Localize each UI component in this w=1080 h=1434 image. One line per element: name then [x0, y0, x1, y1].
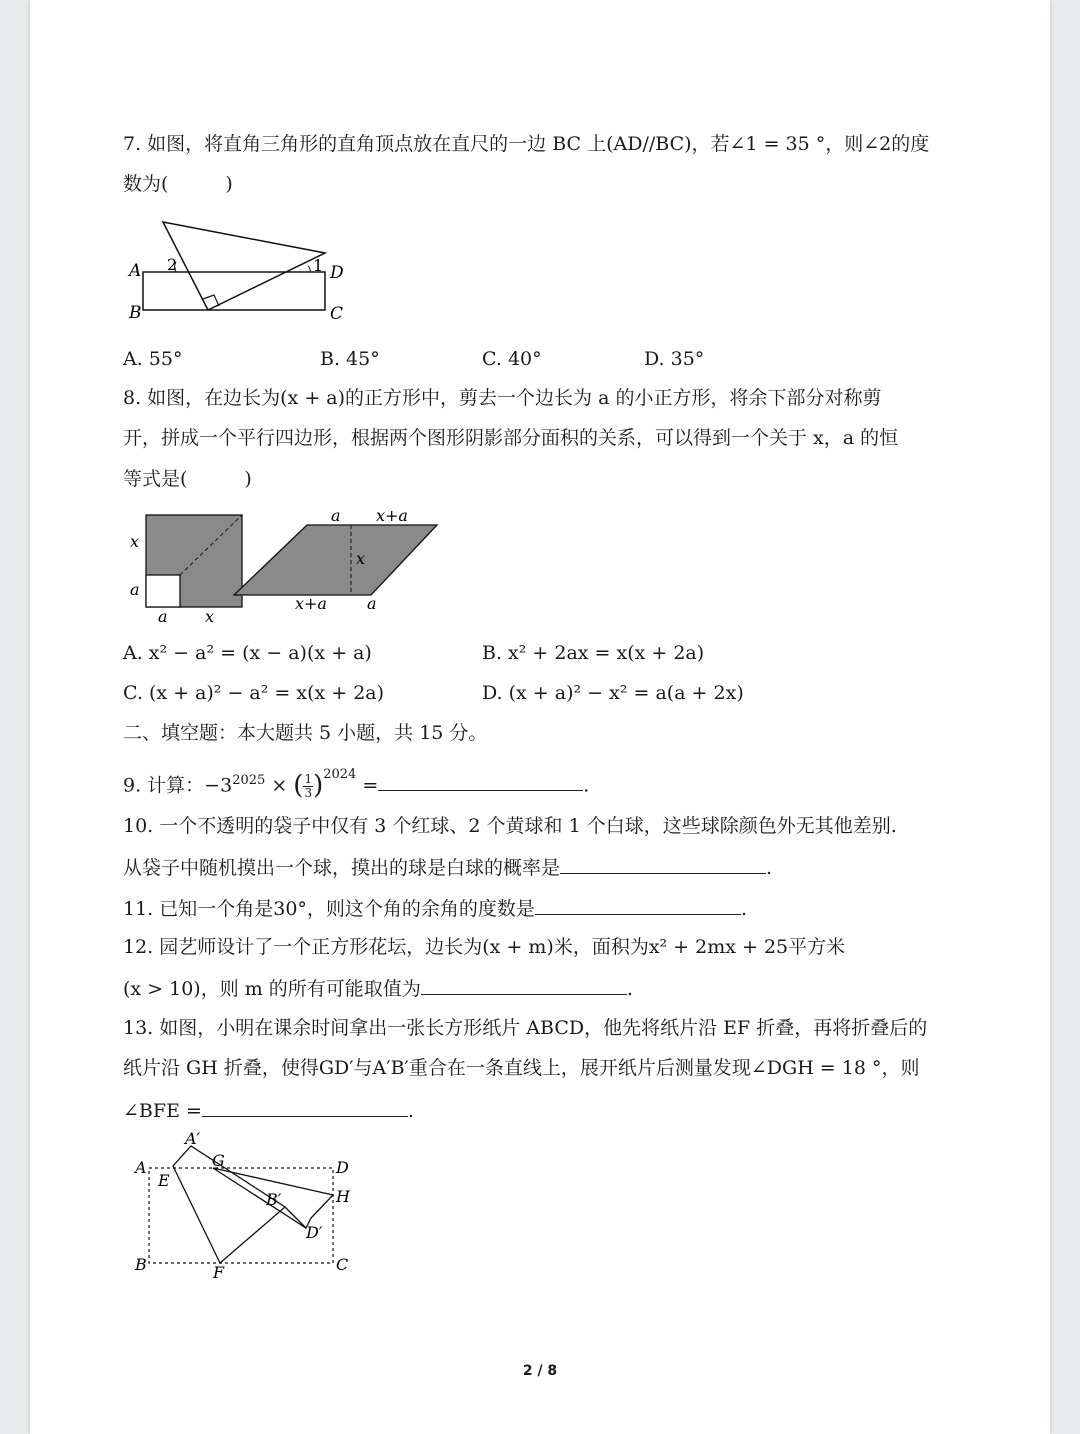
q8-option-a: A. x² − a² = (x − a)(x + a) — [123, 642, 372, 664]
q9-paren-right: ) — [313, 770, 324, 801]
q12-stem-line1: 12. 园艺师设计了一个正方形花坛，边长为(x + m)米，面积为x² + 2mx + 25平方米 — [123, 936, 846, 958]
q8-figure — [125, 500, 455, 630]
q9-line — [123, 768, 589, 802]
label-D: D — [330, 263, 344, 283]
q7-figure — [120, 215, 360, 330]
q10-stem-line2 — [123, 853, 772, 881]
q9-end: . — [583, 774, 590, 797]
label-B: B — [135, 1255, 147, 1274]
q8-option-d: D. (x + a)² − x² = a(a + 2x) — [482, 682, 744, 704]
label-C: C — [336, 1255, 349, 1274]
q7-option-d: D. 35° — [644, 348, 705, 370]
q9-answer-blank[interactable] — [378, 770, 583, 791]
q9-prefix: 9. 计算：−3 — [123, 774, 233, 797]
q7-stem-line2: 数为( ) — [123, 173, 233, 195]
small-square-cut — [146, 575, 180, 607]
label-A: A — [129, 261, 142, 281]
parallelogram — [234, 525, 437, 595]
angle1-arc — [308, 266, 310, 272]
label-x-left: x — [130, 532, 140, 551]
q8-option-c: C. (x + a)² − a² = x(x + 2a) — [123, 682, 385, 704]
q9-fraction — [303, 773, 313, 800]
label-angle2: 2 — [167, 255, 178, 274]
section-heading: 二、填空题：本大题共 5 小题，共 15 分。 — [123, 722, 488, 744]
label-A: A — [135, 1158, 147, 1177]
label-a-bottom: a — [158, 607, 168, 626]
q9-exp1: 2025 — [232, 773, 266, 788]
fold-edge — [285, 1207, 306, 1228]
q8-option-b: B. x² + 2ax = x(x + 2a) — [482, 642, 705, 664]
q11-line — [123, 894, 747, 922]
q9-denominator: 3 — [304, 785, 313, 800]
q12-answer-blank[interactable] — [421, 974, 627, 995]
label-a-left: a — [130, 580, 140, 599]
right-triangle — [163, 222, 325, 310]
q11-end: . — [740, 898, 747, 920]
label-D: D — [336, 1158, 349, 1177]
q12-end: . — [626, 978, 633, 1000]
label-B: B — [129, 303, 142, 323]
q13-line3-text: ∠BFE = — [123, 1100, 202, 1122]
q13-figure — [128, 1128, 358, 1278]
document-page — [30, 0, 1050, 1434]
q13-answer-blank[interactable] — [202, 1096, 408, 1117]
q9-exp2: 2024 — [323, 767, 357, 782]
q13-stem-line1: 13. 如图，小明在课余时间拿出一张长方形纸片 ABCD，他先将纸片沿 EF 折叠，再将折叠后的 — [123, 1017, 928, 1039]
q9-paren-left: ( — [293, 770, 304, 801]
ruler-rect — [143, 272, 325, 310]
q10-stem-line1: 10. 一个不透明的袋子中仅有 3 个红球、2 个黄球和 1 个白球，这些球除颜色外无其他差别. — [123, 815, 897, 837]
label-D-prime: D′ — [306, 1223, 323, 1242]
label-x-height: x — [356, 549, 366, 568]
label-C: C — [330, 304, 344, 324]
q11-answer-blank[interactable] — [535, 894, 741, 915]
label-H: H — [336, 1187, 350, 1206]
q13-stem-line3 — [123, 1096, 414, 1124]
label-x-bottom: x — [205, 607, 215, 626]
q10-line2-text: 从袋子中随机摸出一个球，摸出的球是白球的概率是 — [123, 857, 561, 879]
q8-stem-line3: 等式是( ) — [123, 468, 252, 490]
q13-end: . — [407, 1100, 414, 1122]
q11-text: 11. 已知一个角是30°，则这个角的余角的度数是 — [123, 898, 535, 920]
page-number: 2 / 8 — [522, 1363, 558, 1379]
q10-answer-blank[interactable] — [560, 853, 766, 874]
label-xa-top: x+a — [376, 506, 408, 525]
q9-equals: = — [356, 774, 379, 797]
q7-option-c: C. 40° — [482, 348, 542, 370]
label-a-top: a — [331, 506, 341, 525]
q9-numerator: 1 — [304, 771, 313, 786]
q12-line2-text: (x > 10)，则 m 的所有可能取值为 — [123, 978, 421, 1000]
q7-option-b: B. 45° — [320, 348, 380, 370]
q8-stem-line1: 8. 如图，在边长为(x + a)的正方形中，剪去一个边长为 a 的小正方形，将余下部分对称剪 — [123, 387, 882, 409]
label-A-prime: A′ — [185, 1129, 201, 1148]
q9-times: × — [265, 774, 294, 797]
label-G: G — [212, 1151, 225, 1170]
label-angle1: 1 — [313, 256, 324, 275]
label-F: F — [213, 1263, 225, 1278]
q13-stem-line2: 纸片沿 GH 折叠，使得GD′与A′B′重合在一条直线上，展开纸片后测量发现∠DGH = 18 °，则 — [123, 1057, 920, 1079]
label-E: E — [158, 1171, 170, 1190]
q10-end: . — [766, 857, 773, 879]
q7-stem-line1: 7. 如图，将直角三角形的直角顶点放在直尺的一边 BC 上(AD//BC)，若∠1 = 35 °，则∠2的度 — [123, 133, 930, 155]
label-xa-bottom: x+a — [295, 594, 327, 613]
paper-rect — [149, 1168, 333, 1263]
label-B-prime: B′ — [266, 1190, 282, 1209]
q8-stem-line2: 开，拼成一个平行四边形，根据两个图形阴影部分面积的关系，可以得到一个关于 x，a 的恒 — [123, 427, 899, 449]
q12-stem-line2 — [123, 974, 633, 1002]
q7-option-a: A. 55° — [123, 348, 183, 370]
label-a-bottom-right: a — [367, 594, 377, 613]
